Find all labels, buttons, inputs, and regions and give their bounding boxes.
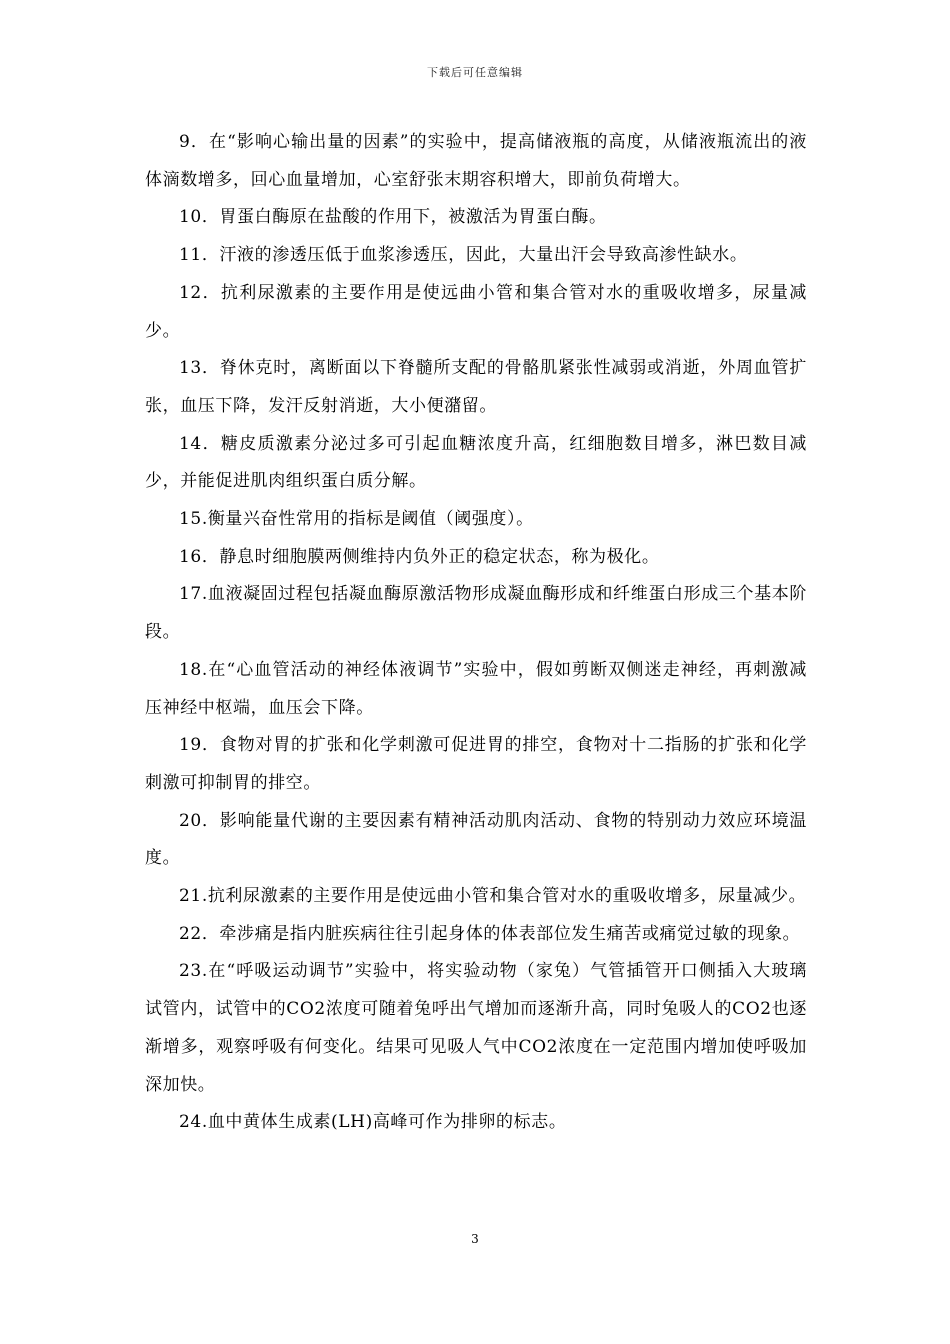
paragraph-item-23: 23.在“呼吸运动调节”实验中，将实验动物（家兔）气管插管开口侧插入大玻璃试管内，试管中的CO2浓度可随着兔呼出气增加而逐渐升高，同时兔吸人的CO2也逐渐增多，观察呼吸有何变化。结果可见吸人气中CO2浓度在一定范围内增加使呼吸加深加快。 (145, 961, 807, 1095)
paragraph-item-22: 22．牵涉痛是指内脏疾病往往引起身体的体表部位发生痛苦或痛觉过敏的现象。 (179, 923, 801, 944)
paragraph-item-15: 15.衡量兴奋性常用的指标是阈值（阈强度）。 (179, 509, 534, 530)
paragraph-item-20: 20．影响能量代谢的主要因素有精神活动肌肉活动、食物的特别动力效应环境温度。 (145, 810, 807, 869)
paragraph-item-14: 14．糖皮质激素分泌过多可引起血糖浓度升高，红细胞数目增多，淋巴数目减少，并能促进肌肉组织蛋白质分解。 (145, 433, 807, 492)
paragraph-item-12: 12．抗利尿激素的主要作用是使远曲小管和集合管对水的重吸收增多，尿量减少。 (145, 282, 807, 341)
paragraph-item-18: 18.在“心血管活动的神经体液调节”实验中，假如剪断双侧迷走神经，再刺激减压神经中枢端，血压会下降。 (145, 659, 807, 718)
document-body (145, 124, 807, 1142)
paragraph-item-16: 16．静息时细胞膜两侧维持内负外正的稳定状态，称为极化。 (179, 546, 660, 567)
paragraph-item-9: 9．在“影响心输出量的因素”的实验中，提高储液瓶的高度，从储液瓶流出的液体滴数增多，回心血量增加，心室舒张末期容积增大，即前负荷增大。 (145, 132, 807, 190)
paragraph-item-19: 19．食物对胃的扩张和化学刺激可促进胃的排空，食物对十二指肠的扩张和化学刺激可抑制胃的排空。 (145, 735, 807, 793)
paragraph-item-17: 17.血液凝固过程包括凝血酶原激活物形成凝血酶形成和纤维蛋白形成三个基本阶段。 (145, 584, 807, 643)
paragraph-item-21: 21.抗利尿激素的主要作用是使远曲小管和集合管对水的重吸收增多，尿量减少。 (179, 886, 807, 907)
paragraph-item-13: 13．脊休克时，离断面以下脊髓所支配的骨骼肌紧张性减弱或消逝，外周血管扩张，血压下降，发汗反射消逝，大小便潴留。 (145, 358, 807, 416)
page-header: 下载后可任意编辑 (427, 66, 523, 79)
paragraph-item-11: 11．汗液的渗透压低于血浆渗透压，因此，大量出汗会导致高渗性缺水。 (179, 245, 748, 266)
paragraph-item-24: 24.血中黄体生成素(LH)高峰可作为排卵的标志。 (179, 1112, 567, 1133)
paragraph-item-10: 10．胃蛋白酶原在盐酸的作用下，被激活为胃蛋白酶。 (179, 207, 607, 228)
page-number: 3 (471, 1232, 479, 1246)
